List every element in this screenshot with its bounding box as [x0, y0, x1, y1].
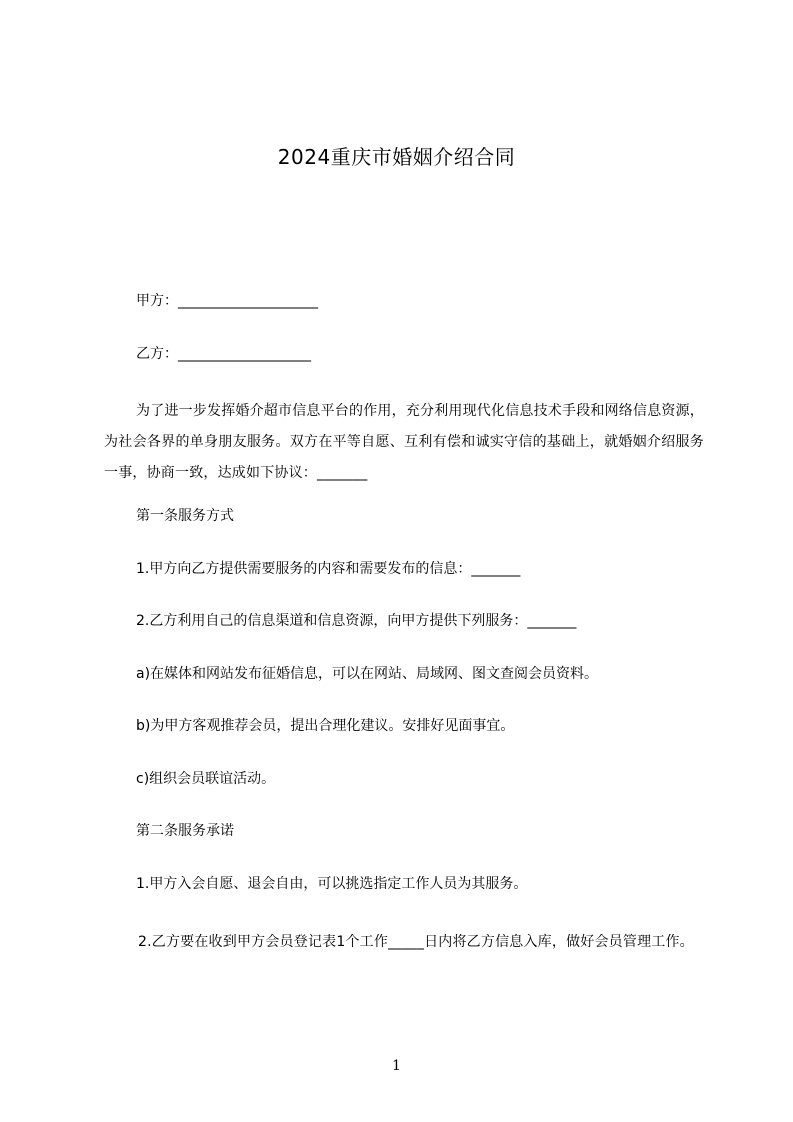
- article2-item2: 2.乙方要在收到甲方会员登记表1个工作_____日内将乙方信息入库，做好会员管理工作。: [138, 934, 694, 950]
- article1-item1: 1.甲方向乙方提供需要服务的内容和需要发布的信息：_______: [136, 561, 521, 577]
- article1-sub-a: a)在媒体和网站发布征婚信息，可以在网站、局域网、图文查阅会员资料。: [136, 666, 599, 682]
- article1-sub-b: b)为甲方客观推荐会员，提出合理化建议。安排好见面事宜。: [136, 718, 515, 734]
- page-number: 1: [392, 1058, 401, 1074]
- article1-sub-c: c)组织会员联谊活动。: [136, 771, 276, 787]
- article2-heading: 第二条服务承诺: [136, 823, 234, 839]
- party-b-line: 乙方：___________________: [136, 346, 311, 362]
- party-a-line: 甲方：____________________: [136, 293, 318, 309]
- article1-item2: 2.乙方利用自己的信息渠道和信息资源，向甲方提供下列服务：_______: [136, 613, 577, 629]
- document-title: 2024重庆市婚姻介绍合同: [277, 145, 516, 169]
- article2-item1: 1.甲方入会自愿、退会自由，可以挑选指定工作人员为其服务。: [136, 876, 528, 892]
- preamble-paragraph: 为了进一步发挥婚介超市信息平台的作用，充分利用现代化信息技术手段和网络信息资源，为社会各界的单身朋友服务。双方在平等自愿、互利有偿和诚实守信的基础上，就婚姻介绍服务一事，协商一致，达成如下协议：_______: [104, 403, 704, 481]
- article1-heading: 第一条服务方式: [136, 508, 234, 524]
